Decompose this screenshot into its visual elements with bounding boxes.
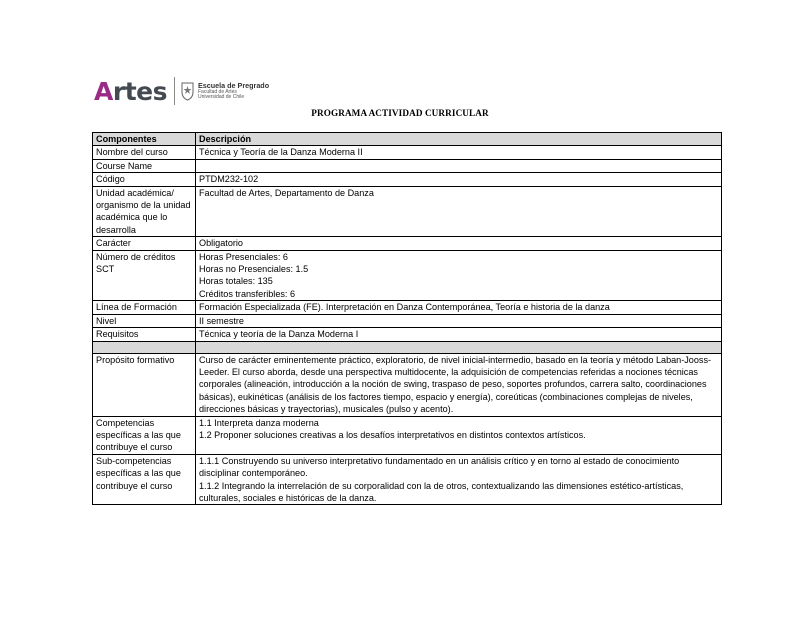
row-value xyxy=(196,159,722,172)
table-row xyxy=(93,173,722,186)
row-value xyxy=(196,250,722,301)
logo-divider xyxy=(174,77,175,105)
credits-line: Horas no Presenciales: 1.5 xyxy=(199,264,309,275)
artes-logo xyxy=(94,74,269,108)
credits-line: Horas Presenciales: 6 xyxy=(199,251,288,262)
row-value: Técnica y Teoría de la Danza Moderna II xyxy=(196,146,722,159)
table-row xyxy=(93,186,722,237)
sub-competency-line: 1.1.1 Construyendo su universo interpretativo fundamentado en un análisis crítico y en torno al estado de conocimiento disciplinar contemporáneo. xyxy=(199,455,680,479)
row-value xyxy=(196,416,722,454)
logo-faculty-name: Facultad de Artes xyxy=(197,88,237,95)
row-value: Formación Especializada (FE). Interpretación en Danza Contemporánea, Teoría e historia de la danza xyxy=(196,301,722,314)
credits-line: Horas totales: 135 xyxy=(199,276,273,287)
row-label: Competencias específicas a las que contribuye el curso xyxy=(93,416,196,454)
logo-word xyxy=(94,76,167,106)
logo-word-accent: A xyxy=(94,76,113,106)
separator-cell xyxy=(93,341,196,353)
row-value: Técnica y teoría de la Danza Moderna I xyxy=(196,328,722,341)
credits-line: Créditos transferibles: 6 xyxy=(199,288,296,299)
curriculum-table xyxy=(92,132,722,505)
row-value: Obligatorio xyxy=(196,237,722,250)
sub-competency-line: 1.1.2 Integrando la interrelación de su corporalidad con la de otros, contextualizando las dimensiones estético-artísticas, culturales, sociales e históricas de la danza. xyxy=(199,480,684,503)
table-row xyxy=(93,250,722,301)
row-label: Número de créditos SCT xyxy=(93,250,196,301)
table-row xyxy=(93,159,722,172)
table-row xyxy=(93,353,722,416)
row-value: Curso de carácter eminentemente práctico, exploratorio, de nivel inicial-intermedio, basado en la teoría y método Laban-Jooss-Leeder. El curso aborda, desde una perspectiva multidocente, la adquisición de competencias referidas a nociones técnicas corporales (alineación, introducción a la noción de swing, traspaso de peso, soportes profundos, carrera salto, coordinaciones básicas), eukinéticas (análisis de los factores tiempo, espacio y energía), coreúticas (combinaciones complejas de niveles, direcciones básicas y trayectorias), musicales (pulso y acento). xyxy=(196,353,722,416)
row-value: Facultad de Artes, Departamento de Danza xyxy=(196,186,722,237)
row-value xyxy=(196,454,722,505)
university-crest-icon xyxy=(181,81,194,101)
separator-row xyxy=(93,341,722,353)
row-label: Carácter xyxy=(93,237,196,250)
table-row xyxy=(93,314,722,327)
logo-university-name: Universidad de Chile xyxy=(197,93,245,100)
row-label: Línea de Formación xyxy=(93,301,196,314)
logo-school-name: Escuela de Pregrado xyxy=(197,80,270,90)
separator-cell xyxy=(196,341,722,353)
logo-word-rest: rtes xyxy=(112,76,167,106)
competency-line: 1.2 Proponer soluciones creativas a los desafíos interpretativos en distintos contextos artísticos. xyxy=(199,429,586,440)
table-row xyxy=(93,301,722,314)
row-label: Nivel xyxy=(93,314,196,327)
document-title: PROGRAMA ACTIVIDAD CURRICULAR xyxy=(311,108,489,118)
row-label: Course Name xyxy=(93,159,196,172)
table-row xyxy=(93,328,722,341)
row-label: Código xyxy=(93,173,196,186)
row-label: Unidad académica/ organismo de la unidad académica que lo desarrolla xyxy=(93,186,196,237)
table-header-row xyxy=(93,133,722,146)
row-value: PTDM232-102 xyxy=(196,173,722,186)
row-label: Sub-competencias específicas a las que contribuye el curso xyxy=(93,454,196,505)
competency-line: 1.1 Interpreta danza moderna xyxy=(199,417,319,428)
header-descripcion: Descripción xyxy=(196,133,722,146)
table-row xyxy=(93,146,722,159)
row-label: Requisitos xyxy=(93,328,196,341)
table-row xyxy=(93,416,722,454)
header-componentes: Componentes xyxy=(93,133,196,146)
row-label: Nombre del curso xyxy=(93,146,196,159)
row-label: Propósito formativo xyxy=(93,353,196,416)
row-value: II semestre xyxy=(196,314,722,327)
logo-text xyxy=(198,82,269,100)
table-row xyxy=(93,237,722,250)
table-row xyxy=(93,454,722,505)
